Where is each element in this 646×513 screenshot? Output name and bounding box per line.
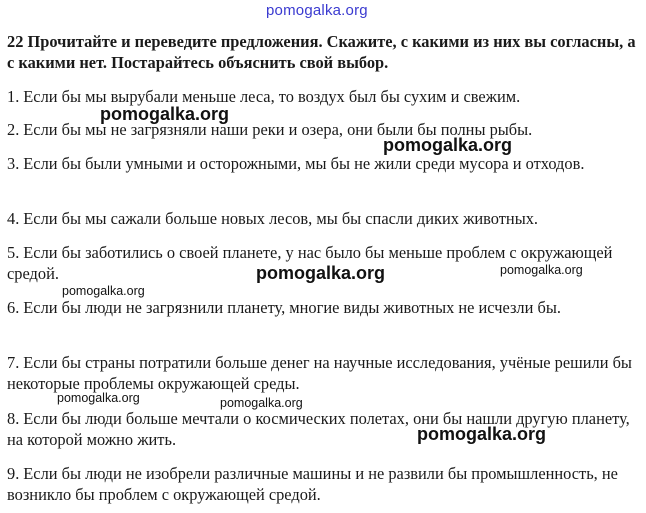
watermark: pomogalka.org — [417, 424, 547, 444]
sentence-6: 6. Если бы люди не загрязнили планету, многие виды животных не исчезли бы. — [7, 298, 561, 317]
sentence-3: 3. Если бы были умными и осторожными, мы бы не жили среди мусора и отходов. — [7, 154, 585, 173]
sentence-7: 7. Если бы страны потратили больше денег на научные исследования, учёные решили бы некоторые проблемы окружающей среды. — [7, 353, 632, 393]
watermark: pomogalka.org — [57, 391, 140, 405]
watermark-top: pomogalka.org — [266, 2, 368, 19]
sentence-9: 9. Если бы люди не изобрели различные машины и не развили бы промышленность, не возникло бы проблем с окружающей средой. — [7, 464, 618, 504]
exercise-instruction — [7, 31, 639, 73]
watermark: pomogalka.org — [500, 263, 583, 277]
sentence-1: 1. Если бы мы вырубали меньше леса, то воздух был бы сухим и свежим. — [7, 87, 521, 106]
sentence-8: 8. Если бы люди больше мечтали о космических полетах, они бы нашли другую планету, на которой можно жить. — [7, 409, 630, 449]
watermark: pomogalka.org — [383, 135, 513, 155]
watermark: pomogalka.org — [62, 284, 145, 298]
sentence-4: 4. Если бы мы сажали больше новых лесов, мы бы спасли диких животных. — [7, 209, 539, 228]
watermark: pomogalka.org — [220, 396, 303, 410]
watermark: pomogalka.org — [100, 104, 230, 124]
sentence-5: 5. Если бы заботились о своей планете, у нас было бы меньше проблем с окружающей средой. — [7, 243, 613, 283]
watermark: pomogalka.org — [256, 263, 386, 283]
exercise-text: Прочитайте и переведите предложения. Скажите, с какими из них вы согласны, а с какими нет. Постарайтесь объяснить свой выбор. — [7, 32, 636, 72]
exercise-number: 22 — [7, 32, 24, 51]
sentence-2: 2. Если бы мы не загрязняли наши реки и озера, они были бы полны рыбы. — [7, 120, 533, 139]
